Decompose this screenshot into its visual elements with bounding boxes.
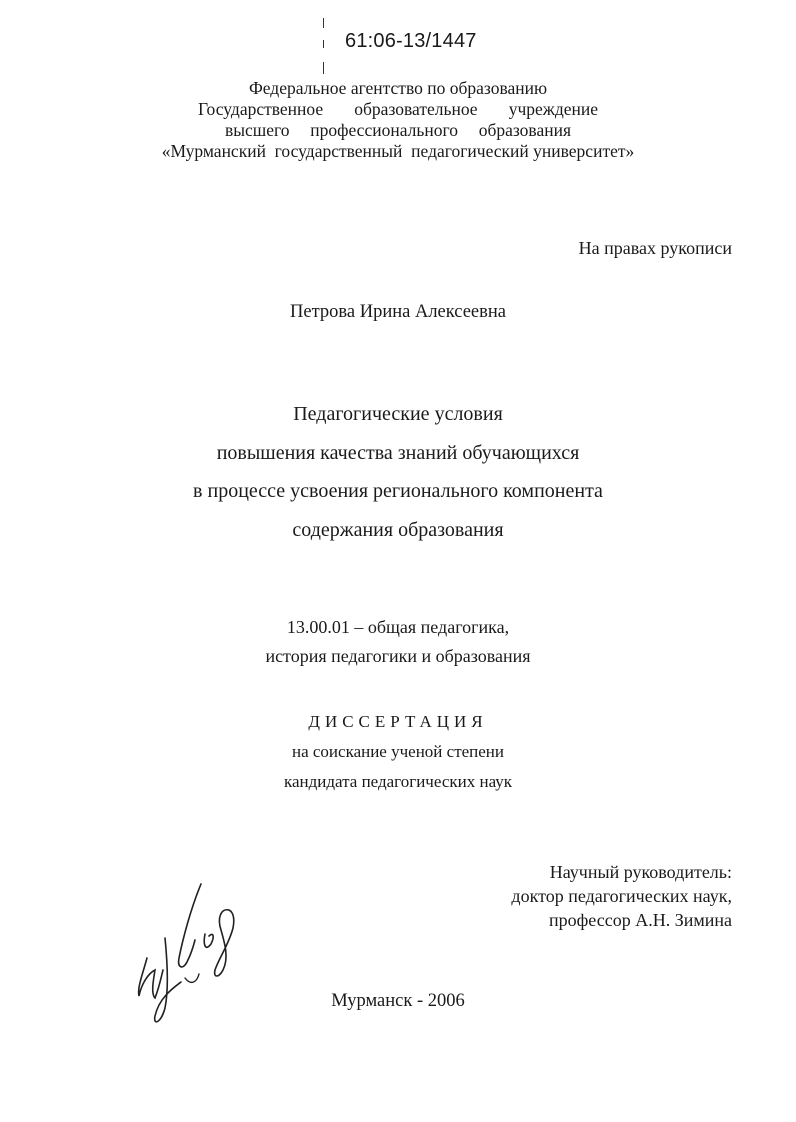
- title-line: в процессе усвоения регионального компонента: [193, 480, 603, 502]
- org-education-level: высшего профессионального образования: [225, 120, 571, 140]
- scientific-supervisor: [511, 860, 732, 932]
- dissertation-degree: [0, 707, 796, 797]
- organization-header: [0, 78, 796, 162]
- specialty: [0, 613, 796, 671]
- org-agency: Федеральное агентство по образованию: [248, 78, 548, 98]
- title-line: повышения качества знаний обучающихся: [216, 441, 580, 464]
- specialty-code: 13.00.01 – общая педагогика,: [286, 617, 510, 637]
- supervisor-name: профессор А.Н. Зимина: [548, 910, 732, 930]
- specialty-name: история педагогики и образования: [265, 646, 531, 666]
- manuscript-rights: На правах рукописи: [578, 238, 732, 258]
- degree-line: на соискание ученой степени: [291, 742, 505, 761]
- title-line: содержания образования: [292, 518, 504, 541]
- supervisor-label: Научный руководитель:: [549, 862, 732, 882]
- registry-code: 61:06-13/1447: [345, 30, 477, 52]
- org-institution-type: Государственное образовательное учреждение: [197, 99, 599, 119]
- city-year: Мурманск - 2006: [331, 991, 465, 1011]
- degree-name: кандидата педагогических наук: [283, 772, 513, 791]
- dissertation-word: ДИССЕРТАЦИЯ: [308, 712, 488, 731]
- title-line: Педагогические условия: [293, 403, 503, 425]
- supervisor-degree: доктор педагогических наук,: [511, 886, 732, 906]
- scan-marks: [323, 18, 325, 78]
- org-university: «Мурманский государственный педагогический университет»: [161, 141, 635, 161]
- author-name: Петрова Ирина Алексеевна: [290, 302, 506, 322]
- dissertation-title: [0, 395, 796, 549]
